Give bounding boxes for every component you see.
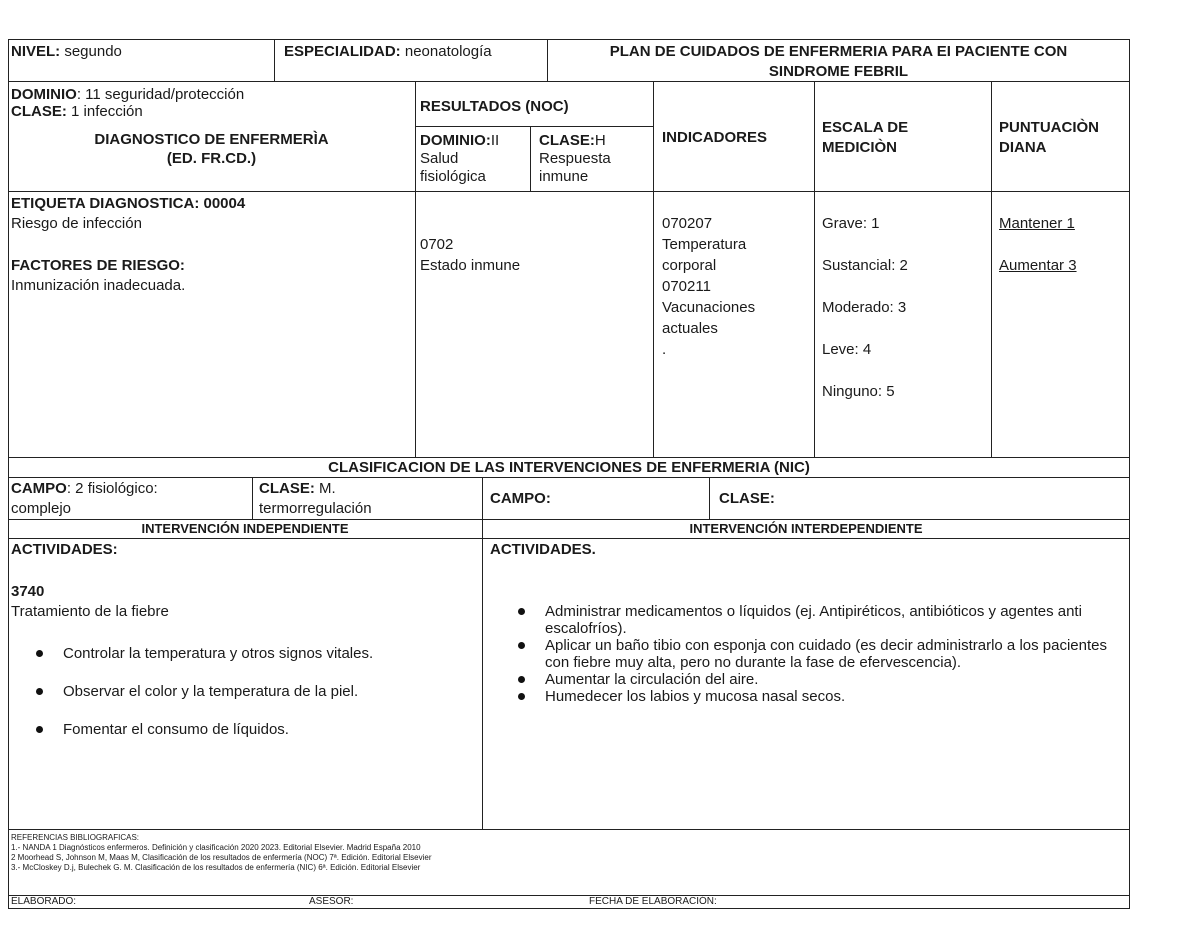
reference-item: 2 Moorhead S, Johnson M, Maas M, Clasificación de los resultados de enfermería (NOC) 7ª. Edición. Editorial Elsevier [11,853,432,862]
diag-dominio-label: DOMINIO [11,86,77,103]
indep-code: 3740 [11,583,45,600]
escala-item: Ninguno: 5 [822,383,895,400]
interdep-header: INTERVENCIÓN INTERDEPENDIENTE [689,521,923,536]
noc-name: Estado inmune [420,257,521,274]
footer-elaborado: ELABORADO: [11,896,77,907]
noc-clase-line: Respuesta [539,150,611,167]
line [8,908,1130,909]
noc-dominio-line: fisiológica [420,168,486,185]
line [8,829,1130,830]
diag-clase [11,103,143,120]
diag-title-line1: DIAGNOSTICO DE ENFERMERÌA [94,131,329,148]
escala-item: Moderado: 3 [822,299,907,316]
nic-title: CLASIFICACION DE LAS INTERVENCIONES DE ENFERMERIA (NIC) [328,459,810,476]
nic-campo-label: CAMPO [11,480,67,497]
indicador-line: actuales [662,320,718,337]
noc-clase-line: inmune [539,168,589,185]
especialidad-label: ESPECIALIDAD: [284,43,401,60]
line [252,477,253,519]
etiqueta-diagnostica: ETIQUETA DIAGNOSTICA: 00004 [11,195,246,212]
factores-riesgo-text: Inmunización inadecuada. [11,277,186,294]
escala-item: Sustancial: 2 [822,257,908,274]
noc-clase [539,132,606,149]
references-title: REFERENCIAS BIBLIOGRAFICAS: [11,833,140,842]
escala-header-line2: MEDICIÒN [822,139,897,156]
reference-item: 1.- NANDA 1 Diagnósticos enfermeros. Definición y clasificación 2020 2023. Editorial Elsevier. Madrid España 2010 [11,843,421,852]
noc-code: 0702 [420,236,454,253]
nic-campo-value: : 2 fisiológico: [66,480,158,497]
nic-clase-label: CLASE: [259,480,315,497]
indicador-line: 070211 [662,278,711,295]
nivel-label: NIVEL: [11,43,61,60]
line [530,126,531,191]
nic-clase [259,480,336,497]
diag-clase-value: 1 infección [71,103,143,120]
list-item: Administrar medicamentos o líquidos (ej. Antipiréticos, antibióticos y agentes anti escalofríos). [490,603,1126,637]
list-item: Aumentar la circulación del aire. [490,671,1126,688]
etiqueta-text: Riesgo de infección [11,215,142,232]
line [8,477,1130,478]
nic-campo2-label: CAMPO: [490,490,551,507]
plan-title-line2: SINDROME FEBRIL [768,63,909,80]
noc-clase-label: CLASE: [539,132,595,149]
noc-dominio-line: Salud [420,150,459,167]
indep-activities-label: ACTIVIDADES: [11,541,118,558]
indep-header: INTERVENCIÓN INDEPENDIENTE [141,521,349,536]
interdep-activity-list [490,603,1126,705]
footer-asesor: ASESOR: [309,896,354,907]
diag-title-line2: (ED. FR.CD.) [166,150,257,167]
line [415,81,416,457]
noc-header: RESULTADOS (NOC) [420,98,569,115]
line [814,81,815,457]
footer-fecha: FECHA DE ELABORACIÓN: [589,896,717,907]
reference-item: 3.- McCloskey D.j, Bulechek G. M. Clasificación de los resultados de enfermería (NIC) 6ª. Edición. Editorial Elsevier [11,863,421,872]
interdep-activities-label: ACTIVIDADES. [490,541,596,558]
escala-item: Leve: 4 [822,341,872,358]
line [8,81,1130,82]
line [8,191,1130,192]
line [991,81,992,457]
indep-activity-list [8,645,478,738]
list-item: Fomentar el consumo de líquidos. [8,721,478,738]
indicador-line: 070207 [662,215,713,232]
plan-title-line1: PLAN DE CUIDADOS DE ENFERMERIA PARA EI PACIENTE CON [609,43,1068,60]
factores-riesgo-label: FACTORES DE RIESGO: [11,257,185,274]
indicador-line: . [662,341,667,358]
line [709,477,710,519]
nic-campo-line2: complejo [11,500,72,517]
diag-dominio [11,86,244,103]
noc-dominio [420,132,499,149]
line [274,39,275,81]
list-item: Controlar la temperatura y otros signos vitales. [8,645,478,662]
line [653,81,654,457]
puntuacion-item: Aumentar 3 [999,257,1077,274]
line [8,895,1130,896]
list-item: Aplicar un baño tibio con esponja con cuidado (es decir administrarlo a los pacientes con fiebre muy alta, pero no durante la fase de efervescencia). [490,637,1126,671]
indicador-line: corporal [662,257,717,274]
escala-item: Grave: 1 [822,215,880,232]
line [8,39,1130,40]
escala-header-line1: ESCALA DE [822,119,909,136]
line [8,519,1130,520]
noc-dominio-label: DOMINIO: [420,132,491,149]
diag-clase-label: CLASE: [11,103,67,120]
indep-name: Tratamiento de la fiebre [11,603,169,620]
puntuacion-header-line2: DIANA [999,139,1047,156]
indicador-line: Temperatura [662,236,747,253]
nic-clase-line2: termorregulación [259,500,372,517]
indicadores-header: INDICADORES [662,129,768,146]
puntuacion-header-line1: PUNTUACIÒN [999,119,1099,136]
especialidad-field [284,43,492,60]
line [8,457,1130,458]
nivel-field [11,43,122,60]
nic-clase-value: M. [319,480,336,497]
indicador-line: Vacunaciones [662,299,756,316]
puntuacion-item: Mantener 1 [999,215,1075,232]
nivel-value: segundo [64,43,122,60]
line [8,538,1130,539]
especialidad-value: neonatología [404,43,492,60]
nic-campo [11,480,158,497]
diag-dominio-value: : 11 seguridad/protección [76,86,245,103]
noc-dominio-value: II [490,132,500,149]
list-item: Humedecer los labios y mucosa nasal secos. [490,688,1126,705]
line [415,126,653,127]
list-item: Observar el color y la temperatura de la piel. [8,683,478,700]
nic-clase2-label: CLASE: [719,490,775,507]
noc-clase-value: H [594,132,606,149]
